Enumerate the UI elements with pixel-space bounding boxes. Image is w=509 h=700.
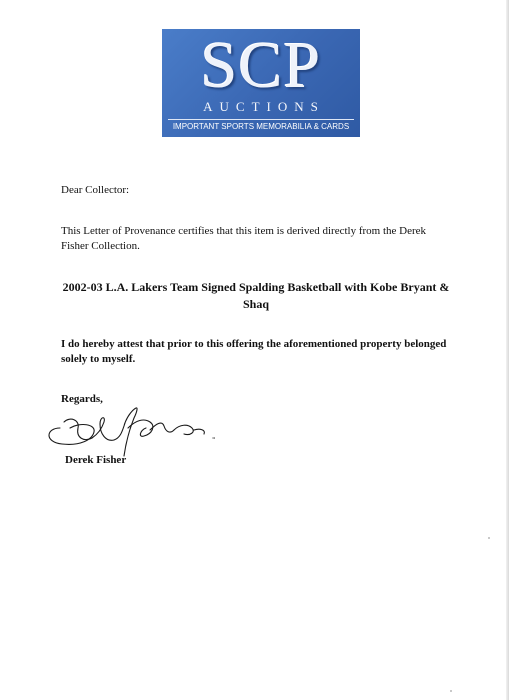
logo-subtitle: AUCTIONS xyxy=(203,99,325,114)
attestation-statement: I do hereby attest that prior to this offering the aforementioned property belonged solely to myself. xyxy=(61,338,447,365)
item-title: 2002-03 L.A. Lakers Team Signed Spalding Basketball with Kobe Bryant & Shaq xyxy=(62,280,450,311)
closing-regards: Regards, xyxy=(61,393,103,405)
provenance-statement: This Letter of Provenance certifies that this item is derived directly from the Derek Fisher Collection. xyxy=(61,225,427,252)
paper-speck xyxy=(450,690,452,692)
scp-auctions-logo xyxy=(162,29,360,137)
paper-speck xyxy=(488,537,490,539)
logo-letters: SCP xyxy=(200,29,322,102)
salutation: Dear Collector: xyxy=(61,184,130,196)
paper-speck xyxy=(212,437,214,439)
signer-name: Derek Fisher xyxy=(65,454,127,466)
logo-tagline: IMPORTANT SPORTS MEMORABILIA & CARDS xyxy=(168,119,354,133)
